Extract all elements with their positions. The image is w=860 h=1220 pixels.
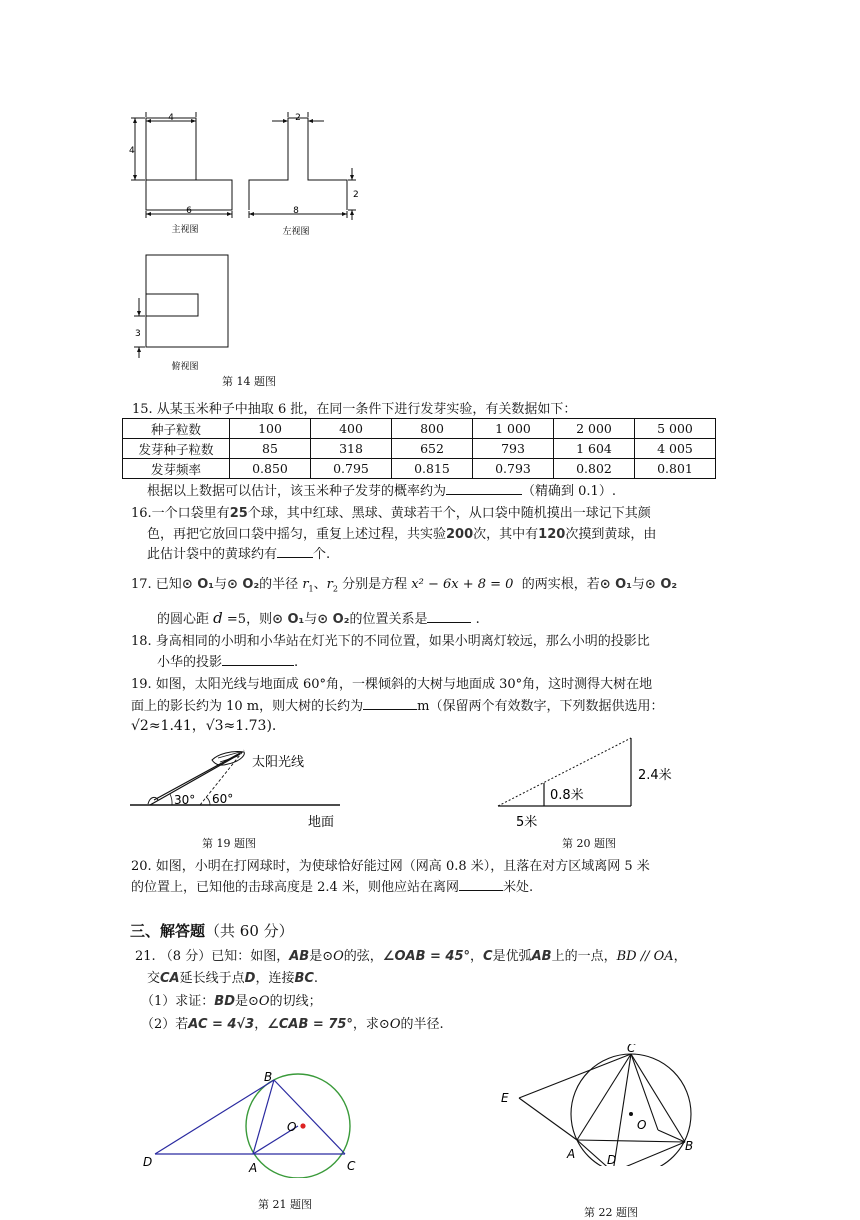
table-cell: 发芽种子粒数 <box>123 439 230 459</box>
q17-text: =5，则 <box>226 612 273 627</box>
q17-text: . <box>475 612 480 627</box>
label-o: O <box>637 1118 647 1132</box>
var-o: O <box>333 949 344 964</box>
table-cell: 652 <box>392 439 473 459</box>
var-o: O <box>258 994 270 1009</box>
distance-label: 5米 <box>516 815 538 830</box>
q21-text: 是⊙ <box>234 994 259 1009</box>
sub-1: 1 <box>308 584 314 594</box>
dim-left-bottom: 8 <box>293 206 299 216</box>
table-cell: 5 000 <box>635 419 716 439</box>
q17-answer-blank[interactable] <box>427 610 471 623</box>
q21-text: （1）求证： <box>141 994 215 1009</box>
q16-text: 16.一个口袋里有 <box>131 506 230 521</box>
var-r2: r <box>326 577 333 592</box>
top-view-label: 俯视图 <box>171 362 199 372</box>
q17-text: 与 <box>631 577 645 592</box>
table-cell: 发芽频率 <box>123 459 230 479</box>
q16-number: 25 <box>229 506 248 521</box>
table-cell: 85 <box>230 439 311 459</box>
q17-text: 的位置关系是 <box>349 612 428 627</box>
label-c: C <box>627 1044 636 1055</box>
q18-line-2 <box>157 651 298 670</box>
label-o: O <box>287 1120 297 1134</box>
q18-text: . <box>294 655 299 670</box>
q16-text: 次，其中有 <box>473 527 539 542</box>
circle-o2: ⊙ O₂ <box>644 577 678 592</box>
table-cell: 2 000 <box>554 419 635 439</box>
table-row <box>123 439 716 459</box>
q21-text: . <box>313 971 319 986</box>
circle-o2: ⊙ O₂ <box>317 612 350 627</box>
q21-text: （2）若 <box>141 1017 189 1032</box>
q16-text: 此估计袋中的黄球约有 <box>147 547 278 562</box>
angle-cab: ∠CAB = 75° <box>267 1017 353 1032</box>
q20-line-2 <box>131 876 533 895</box>
q21-text: 的弦， <box>343 949 383 964</box>
q21-text: 的切线； <box>269 994 322 1009</box>
q17-text: 17. 已知 <box>131 577 182 592</box>
figure-22 <box>495 1044 725 1166</box>
figure-19 <box>128 746 344 830</box>
q16-number: 200 <box>446 527 474 542</box>
var-d: d <box>213 609 223 627</box>
table-cell: 0.795 <box>311 459 392 479</box>
label-d: D <box>607 1153 617 1166</box>
q17-text: 、 <box>313 577 327 592</box>
label-c: C <box>347 1159 356 1173</box>
label-e: E <box>501 1091 509 1105</box>
seg-bd: BD <box>214 994 235 1009</box>
figure-14-top-view <box>125 248 235 374</box>
q21-text: 的半径. <box>400 1017 444 1032</box>
left-view-label: 左视图 <box>282 227 310 237</box>
figure-21-caption: 第 21 题图 <box>258 1198 312 1211</box>
main-view-label: 主视图 <box>171 225 199 235</box>
q15-answer-blank[interactable] <box>446 482 522 495</box>
q21-part-1 <box>141 990 322 1009</box>
table-cell: 0.801 <box>635 459 716 479</box>
ac-value: AC = 4√3 <box>188 1017 255 1032</box>
q17-text: 与 <box>304 612 318 627</box>
q17-text: 的两实根，若 <box>521 577 600 592</box>
q15-table <box>122 418 716 479</box>
q21-text: 交 <box>147 971 161 986</box>
dim-left-side: 2 <box>353 190 359 200</box>
q16-line-3 <box>147 543 330 562</box>
figure-14-caption: 第 14 题图 <box>222 375 276 388</box>
sub-2: 2 <box>332 584 338 594</box>
q16-answer-blank[interactable] <box>277 545 313 558</box>
table-cell: 0.815 <box>392 459 473 479</box>
q20-line-1: 20. 如图，小明在打网球时，为使球恰好能过网（网高 0.8 米），且落在对方区域离网 5 米 <box>131 859 650 874</box>
label-b: B <box>685 1139 694 1153</box>
dim-main-top: 4 <box>168 113 174 123</box>
q16-text: 个. <box>313 547 331 562</box>
equation: x² − 6x + 8 = 0 <box>411 577 514 592</box>
q19-text: m（保留两个有效数字，下列数据供选用： <box>417 699 664 714</box>
angle-30-label: 30° <box>174 793 196 807</box>
q21-line-2 <box>147 967 318 986</box>
q16-text: 色，再把它放回口袋中摇匀，重复上述过程，共实验 <box>147 527 447 542</box>
table-cell: 800 <box>392 419 473 439</box>
table-cell: 0.850 <box>230 459 311 479</box>
angle-60-label: 60° <box>212 792 234 806</box>
q20-text: 米处. <box>502 880 534 895</box>
point-c: C <box>483 949 493 964</box>
q21-text: 是⊙ <box>309 949 334 964</box>
q21-text: ，连接 <box>255 971 295 986</box>
q16-line-2 <box>147 523 656 542</box>
table-cell: 1 000 <box>473 419 554 439</box>
figure-20-caption: 第 20 题图 <box>562 837 616 850</box>
q16-text: 次摸到黄球，由 <box>565 527 657 542</box>
seg-ab: AB <box>289 949 310 964</box>
q21-text: ，求⊙ <box>352 1017 390 1032</box>
angle-oab: ∠OAB = 45° <box>382 949 471 964</box>
table-cell: 4 005 <box>635 439 716 459</box>
table-cell: 0.793 <box>473 459 554 479</box>
figure-14-left-view <box>240 108 375 240</box>
q19-line-2 <box>131 695 663 714</box>
q21-text: ， <box>254 1017 268 1032</box>
section-score: （共 60 分） <box>205 922 294 940</box>
q15-after-text: 根据以上数据可以估计，该玉米种子发芽的概率约为 <box>147 484 447 499</box>
dim-main-side: 4 <box>129 146 135 156</box>
q19-line-1: 19. 如图，太阳光线与地面成 60°角，一棵倾斜的大树与地面成 30°角，这时测得大树在地 <box>131 677 653 692</box>
arc-ab: AB <box>531 949 552 964</box>
section-3-title <box>130 920 294 941</box>
ground-label: 地面 <box>308 815 335 830</box>
bd-parallel-oa: BD // OA <box>616 949 674 964</box>
q21-text: ， <box>673 949 687 964</box>
q17-text: 的半径 <box>259 577 299 592</box>
var-o: O <box>389 1017 401 1032</box>
var-r1: r <box>302 577 309 592</box>
figure-20 <box>494 734 694 830</box>
q16-text: 个球，其中红球、黑球、黄球若干个，从口袋中随机摸出一球记下其颜 <box>247 506 651 521</box>
q15-after-text-2: （精确到 0.1）. <box>522 484 616 499</box>
q19-text: 面上的影长约为 10 m，则大树的长约为 <box>131 699 364 714</box>
dim-top-side: 3 <box>135 329 141 339</box>
table-cell: 400 <box>311 419 392 439</box>
sun-ray-label: 太阳光线 <box>252 755 305 770</box>
figure-22-caption: 第 22 题图 <box>584 1206 638 1219</box>
figure-14-main-view <box>125 108 235 240</box>
table-cell: 318 <box>311 439 392 459</box>
q21-text: ， <box>470 949 484 964</box>
q21-text: 上的一点， <box>551 949 617 964</box>
q17-text: 与 <box>213 577 227 592</box>
point-d: D <box>244 971 256 986</box>
label-a: A <box>567 1147 576 1161</box>
circle-o1: ⊙ O₁ <box>272 612 305 627</box>
figure-19-caption: 第 19 题图 <box>202 837 256 850</box>
q19-answer-blank[interactable] <box>363 697 417 710</box>
dim-main-bottom: 6 <box>186 206 192 216</box>
table-cell: 1 604 <box>554 439 635 459</box>
table-row <box>123 419 716 439</box>
q19-line-3: √2≈1.41，√3≈1.73). <box>131 718 277 734</box>
net-label: 0.8米 <box>550 788 584 803</box>
figure-21 <box>135 1068 365 1178</box>
q17-line-1 <box>131 573 677 594</box>
circle-o2: ⊙ O₂ <box>227 577 260 592</box>
circle-o1: ⊙ O₁ <box>599 577 632 592</box>
table-cell: 种子粒数 <box>123 419 230 439</box>
q16-number: 120 <box>538 527 566 542</box>
table-row <box>123 459 716 479</box>
section-title: 三、解答题 <box>130 922 206 940</box>
label-a: A <box>249 1161 258 1175</box>
q17-text: 分别是方程 <box>342 577 408 592</box>
q15-text: 15. 从某玉米种子中抽取 6 批，在同一条件下进行发芽实验，有关数据如下： <box>132 402 577 417</box>
seg-ca: CA <box>160 971 180 986</box>
table-cell: 793 <box>473 439 554 459</box>
q20-answer-blank[interactable] <box>459 878 503 891</box>
q17-line-2 <box>157 608 480 627</box>
q18-text: 小华的投影 <box>157 655 223 670</box>
q20-text: 的位置上，已知他的击球高度是 2.4 米，则他应站在离网 <box>131 880 459 895</box>
seg-bc: BC <box>294 971 314 986</box>
q21-line-1 <box>135 945 687 964</box>
dim-left-top: 2 <box>295 113 301 123</box>
label-b: B <box>264 1070 273 1084</box>
label-d: D <box>143 1155 153 1169</box>
table-cell: 0.802 <box>554 459 635 479</box>
q21-text: 是优弧 <box>492 949 532 964</box>
circle-o1: ⊙ O₁ <box>181 577 214 592</box>
q21-text: 延长线于点 <box>179 971 245 986</box>
q18-answer-blank[interactable] <box>222 653 294 666</box>
q16-line-1 <box>131 502 651 521</box>
q17-text: 的圆心距 <box>157 612 210 627</box>
q21-part-2 <box>141 1013 444 1032</box>
q18-line-1: 18. 身高相同的小明和小华站在灯光下的不同位置，如果小明离灯较远，那么小明的投影比 <box>131 634 650 649</box>
q21-text: 21. （8 分）已知：如图， <box>135 949 290 964</box>
table-cell: 100 <box>230 419 311 439</box>
height-label: 2.4米 <box>638 768 672 783</box>
q15-after <box>147 480 616 499</box>
